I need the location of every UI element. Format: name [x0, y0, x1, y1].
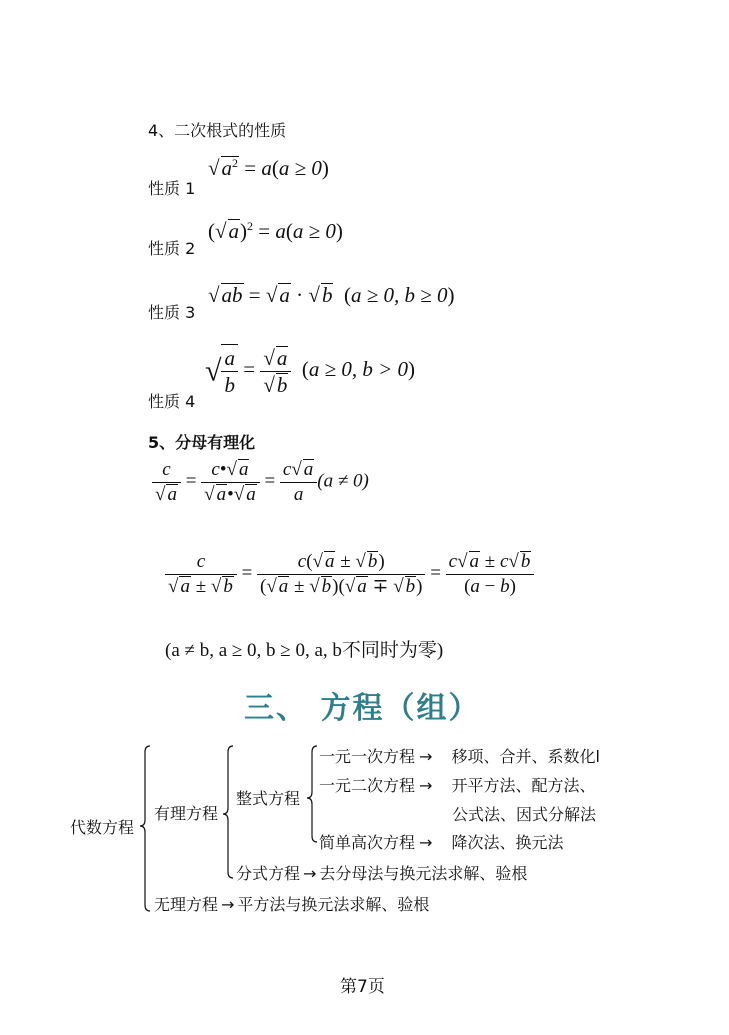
higher-method: 降次法、换元法 [451, 833, 564, 852]
property-1-formula: $√a^2 = a(a \ge 0)$ [208, 156, 329, 180]
fractional-label: 分式方程 [236, 864, 301, 883]
tree-irrational [154, 892, 429, 915]
root-brace [140, 746, 150, 911]
arrow-icon: → [303, 864, 317, 883]
arrow-icon: → [419, 833, 433, 852]
integral-brace [307, 746, 317, 842]
property-2-condition: a ≥ 0 [292, 219, 336, 243]
irrational-method: 平方法与换元法求解、验根 [237, 895, 430, 914]
rationalize-formula-1: $\frac{c}{√ a}$ = $\frac{c•√ a}{√ a•√ a}$ = $\frac{c√ a}{a}$ (a ≠ 0) [152, 458, 369, 507]
section-title: 三、 方程（组） [244, 691, 481, 726]
tree-rational: 有理方程 [154, 804, 219, 823]
arrow-icon: → [419, 747, 433, 766]
quadratic-method-1: 开平方法、配方法、 [451, 776, 596, 795]
tree-root: 代数方程 [70, 818, 135, 837]
rational-brace [223, 746, 233, 878]
section-4-heading: 4、二次根式的性质 [148, 121, 287, 140]
fractional-method: 去分母法与换元法求解、验根 [319, 864, 528, 883]
higher-label: 简单高次方程 [319, 833, 416, 852]
tree-integral: 整式方程 [236, 789, 301, 808]
rationalize-formula-2: $\frac{c}{√ a \pm √ b}$ = $\frac{c(√ a \pm √ b)}{(√ a \pm √ b)(√ a \mp √ b)}$ = $\frac{c√ a \pm c√ b}{(a - b)}$ [165, 550, 534, 599]
tree-higher [319, 830, 564, 853]
property-3-formula: √ab = √a · √b (a ≥ 0, b ≥ 0) [208, 283, 455, 307]
property-3-label: 性质 3 [148, 303, 196, 322]
property-4-label: 性质 4 [148, 392, 196, 411]
property-4-condition: a ≥ 0, b > 0 [308, 357, 409, 382]
irrational-label: 无理方程 [154, 895, 219, 914]
tree-quadratic [319, 773, 596, 796]
arrow-icon: → [419, 776, 433, 795]
linear-label: 一元一次方程 [319, 747, 416, 766]
property-2-formula: $(√a)^2 = a(a \ge 0)$ [208, 219, 343, 243]
rationalize-condition-1: (a ≠ 0) [317, 470, 369, 492]
quadratic-method-2: 公式法、因式分解法 [452, 805, 597, 824]
tree-fractional [236, 861, 527, 884]
page-number: 第7页 [340, 977, 385, 997]
arrow-icon: → [221, 895, 235, 914]
linear-method: 移项、合并、系数化l [451, 747, 600, 766]
section-5-heading: 5、分母有理化 [148, 433, 256, 452]
property-1-condition: a ≥ 0 [278, 156, 322, 180]
tree-linear [319, 744, 600, 767]
property-4-formula: √ $\frac{a}{b}$ = $\frac{√a}{√b}$ (a ≥ 0, b > 0) [205, 345, 416, 398]
rationalize-note: (a ≠ b, a ≥ 0, b ≥ 0, a, b不同时为零) [165, 640, 444, 661]
quadratic-label: 一元二次方程 [319, 776, 416, 795]
property-3-condition: a ≥ 0, b ≥ 0 [350, 283, 448, 307]
property-2-label: 性质 2 [148, 239, 196, 258]
property-1-label: 性质 1 [148, 179, 196, 198]
